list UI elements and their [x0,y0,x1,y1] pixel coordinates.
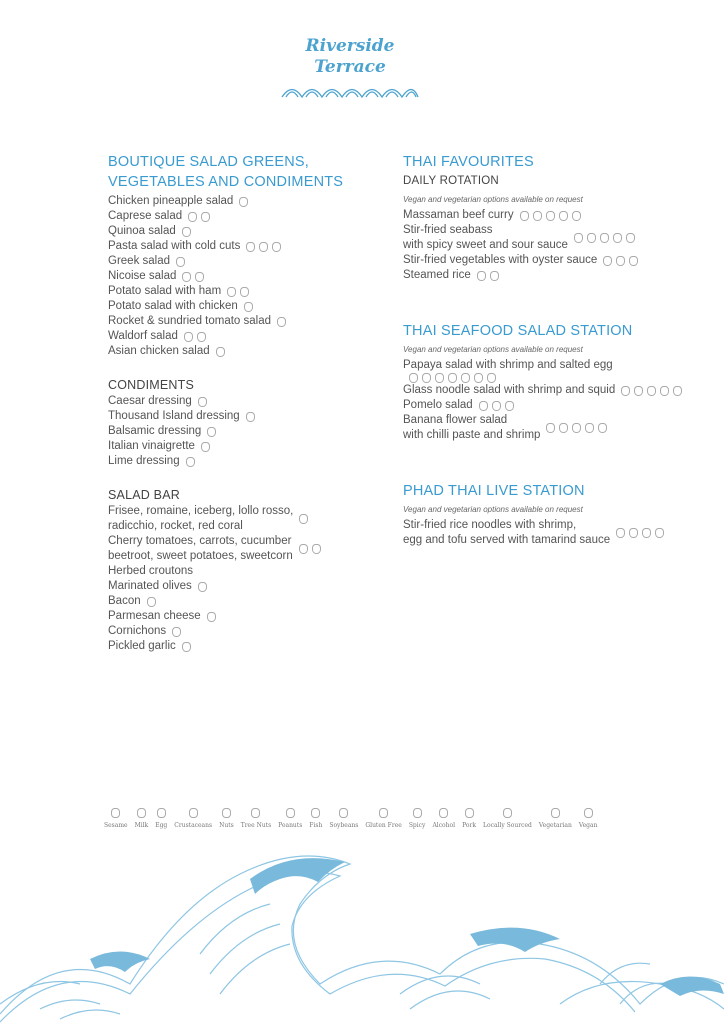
wave-emblem-icon [280,80,420,98]
allergen-icons [299,514,308,524]
menu-item [108,454,378,469]
crustaceans-icon [574,233,583,243]
pork-icon [147,597,156,607]
milk-icon [188,212,197,222]
menu-item [403,398,693,413]
allergen-icons [207,612,216,622]
pork-icon [240,287,249,297]
brand-logo [270,36,430,98]
options-note: Vegan and vegetarian options available on request [403,345,583,354]
tree-nuts-icon [520,211,529,221]
locally-sourced-icon [503,808,512,818]
egg-icon [198,397,207,407]
section-title-condiments: CONDIMENTS [108,378,195,392]
menu-item [403,253,693,268]
menu-item-name: Nicoise salad [108,270,177,282]
legend-label: Vegan [578,822,598,829]
menu-item-name: Bacon [108,595,141,607]
menu-item-name: Potato salad with ham [108,285,222,297]
gluten-free-icon [477,271,486,281]
legend-label: Alcohol [432,822,456,829]
menu-item-name: Pickled garlic [108,640,176,652]
allergen-icons [246,412,255,422]
vegan-icon [299,514,308,524]
section-title-salads: BOUTIQUE SALAD GREENS, [108,154,309,170]
menu-item [108,269,378,284]
menu-item-name: Stir-fried vegetables with oyster sauce [403,254,598,266]
allergen-icons [198,397,207,407]
menu-item-name: Caprese salad [108,210,183,222]
menu-item [108,209,378,224]
spacer [108,469,378,486]
wave-illustration-icon [0,834,724,1024]
menu-item [108,594,378,609]
crustaceans-icon [629,528,638,538]
allergen-icons [188,212,210,222]
tree-nuts-icon [492,401,501,411]
crustaceans-icon [189,808,198,818]
allergen-icons [616,528,664,538]
locally-sourced-icon [505,401,514,411]
menu-item-name: Massaman beef curry [403,209,514,221]
legend-label: Crustaceans [174,822,213,829]
allergen-icons [479,401,514,411]
allergen-icons [216,347,225,357]
legend-label: Locally Sourced [482,822,532,829]
vegan-icon [201,442,210,452]
crustaceans-icon [603,256,612,266]
legend-item [483,808,532,829]
tree-nuts-icon [197,332,206,342]
menu-item [403,268,693,283]
allergen-icons [277,317,286,327]
menu-item-name: Parmesan cheese [108,610,201,622]
legend-label: Egg [155,822,168,829]
soybeans-icon [616,256,625,266]
vegan-icon [172,627,181,637]
allergen-icons [186,457,195,467]
spicy-icon [585,423,594,433]
menu-item-name: Lime dressing [108,455,180,467]
menu-item-name: Stir-fried seabass with spicy sweet and sour sauce [403,224,568,251]
vegan-icon [182,642,191,652]
allergen-icons [172,627,181,637]
tree-nuts-icon [251,808,260,818]
milk-icon [246,242,255,252]
vegan-icon [277,317,286,327]
spicy-icon [613,233,622,243]
right-column [403,152,693,548]
allergen-legend [104,808,597,829]
pork-icon [465,808,474,818]
spacer [403,283,693,321]
vegetarian-icon [551,808,560,818]
legend-item [432,808,455,829]
menu-item-name: Steamed rice [403,269,471,281]
crustaceans-icon [559,423,568,433]
sesame-icon [216,347,225,357]
menu-item-name: Stir-fried rice noodles with shrimp, egg and tofu served with tamarind sauce [403,519,611,546]
legend-item [462,808,476,829]
legend-label: Milk [134,822,149,829]
menu-item [403,518,693,548]
legend-item [155,808,167,829]
legend-item [241,808,271,829]
egg-icon [157,808,166,818]
menu-item [108,534,378,564]
menu-item-name: Glass noodle salad with shrimp and squid [403,384,616,396]
allergen-icons [546,423,607,433]
section-title-thai-seafood: THAI SEAFOOD SALAD STATION [403,323,633,339]
left-column [108,152,378,654]
allergen-icons [184,332,206,342]
legend-label: Soybeans [329,822,359,829]
menu-item-name: Papaya salad with shrimp and salted egg [403,359,613,371]
locally-sourced-icon [598,423,607,433]
egg-icon [227,287,236,297]
menu-item-name: Cornichons [108,625,167,637]
egg-icon [182,272,191,282]
menu-item-name: Waldorf salad [108,330,178,342]
menu-item [108,254,378,269]
soybeans-icon [600,233,609,243]
brand-name-line1: Riverside [305,36,395,56]
legend-label: Pork [462,822,476,829]
vegan-icon [207,427,216,437]
fish-icon [546,211,555,221]
tree-nuts-icon [572,423,581,433]
allergen-icons [227,287,249,297]
nuts-icon [222,808,231,818]
gluten-free-icon [461,373,470,383]
menu-item-name: Marinated olives [108,580,192,592]
legend-item [409,808,426,829]
locally-sourced-icon [572,211,581,221]
locally-sourced-icon [629,256,638,266]
menu-item [108,314,378,329]
menu-item [108,439,378,454]
tree-nuts-icon [201,212,210,222]
allergen-icons [246,242,281,252]
menu-item [108,329,378,344]
locally-sourced-icon [673,386,682,396]
menu-item-name: Balsamic dressing [108,425,202,437]
locally-sourced-icon [655,528,664,538]
crustaceans-icon [422,373,431,383]
allergen-icons [182,272,204,282]
legend-label: Spicy [408,822,426,829]
menu-item [108,564,378,579]
menu-item-name: Asian chicken salad [108,345,210,357]
legend-label: Tree Nuts [240,822,272,829]
menu-item [108,299,378,314]
menu-item-name: Greek salad [108,255,171,267]
egg-icon [244,302,253,312]
menu-item [403,358,693,383]
gluten-free-icon [647,386,656,396]
menu-item-name: Frisee, romaine, iceberg, lollo rosso, radicchio, rocket, red coral [108,505,294,532]
menu-item-name: Cherry tomatoes, carrots, cucumber beetroot, sweet potatoes, sweetcorn [108,535,293,562]
menu-item [108,224,378,239]
egg-icon [184,332,193,342]
menu-item [108,284,378,299]
egg-icon [546,423,555,433]
spicy-icon [474,373,483,383]
menu-item [108,609,378,624]
milk-icon [137,808,146,818]
locally-sourced-icon [490,271,499,281]
legend-label: Sesame [104,822,128,829]
fish-icon [587,233,596,243]
allergen-icons [201,442,210,452]
section-title-salads: VEGETABLES AND CONDIMENTS [108,174,344,190]
allergen-icons [176,257,185,267]
egg-icon [259,242,268,252]
section-subtitle-daily-rotation: DAILY ROTATION [403,175,499,187]
egg-icon [239,197,248,207]
menu-item-name: Italian vinaigrette [108,440,195,452]
egg-icon [246,412,255,422]
section-title-thai-favourites: THAI FAVOURITES [403,154,534,170]
menu-item [108,579,378,594]
legend-item [135,808,149,829]
brand-name-line2: Terrace [314,57,386,77]
soybeans-icon [339,808,348,818]
allergen-icons [409,373,496,383]
options-note: Vegan and vegetarian options available on request [403,195,583,204]
spicy-icon [413,808,422,818]
peanuts-icon [286,808,295,818]
legend-item [365,808,401,829]
legend-label: Peanuts [278,822,303,829]
section-title-phad-thai: PHAD THAI LIVE STATION [403,483,585,499]
locally-sourced-icon [299,544,308,554]
menu-item-name: Potato salad with chicken [108,300,238,312]
allergen-icons [574,233,635,243]
fish-icon [311,808,320,818]
menu-item-name: Quinoa salad [108,225,176,237]
milk-icon [207,612,216,622]
allergen-icons [198,582,207,592]
menu-item-name: Thousand Island dressing [108,410,240,422]
crustaceans-icon [621,386,630,396]
gluten-free-icon [379,808,388,818]
menu-item [403,413,693,443]
egg-icon [616,528,625,538]
fish-icon [634,386,643,396]
menu-item [108,624,378,639]
menu-item [403,208,693,223]
allergen-icons [239,197,248,207]
legend-item [329,808,358,829]
legend-item [579,808,598,829]
egg-icon [409,373,418,383]
milk-icon [176,257,185,267]
peanuts-icon [533,211,542,221]
legend-label: Nuts [219,822,234,829]
allergen-icons [147,597,156,607]
legend-label: Gluten Free [365,822,402,829]
allergen-icons [182,642,191,652]
menu-item-name: Herbed croutons [108,565,194,577]
legend-item [219,808,234,829]
menu-item [108,344,378,359]
menu-item-name: Chicken pineapple salad [108,195,234,207]
locally-sourced-icon [487,373,496,383]
legend-label: Vegetarian [538,822,572,829]
allergen-icons [520,211,581,221]
allergen-icons [299,544,321,554]
menu-item-name: Caesar dressing [108,395,192,407]
alcohol-icon [439,808,448,818]
allergen-icons [603,256,638,266]
pork-icon [272,242,281,252]
crustaceans-icon [479,401,488,411]
legend-item [539,808,572,829]
peanuts-icon [435,373,444,383]
menu-item [403,383,693,398]
spacer [108,359,378,376]
locally-sourced-icon [626,233,635,243]
legend-item [278,808,302,829]
allergen-icons [621,386,682,396]
menu-item [108,239,378,254]
menu-item [108,409,378,424]
allergen-icons [244,302,253,312]
spicy-icon [660,386,669,396]
menu-item-name: Rocket & sundried tomato salad [108,315,272,327]
vegan-icon [198,582,207,592]
menu-item [108,194,378,209]
sesame-icon [111,808,120,818]
allergen-icons [207,427,216,437]
legend-item [104,808,128,829]
vegan-icon [584,808,593,818]
legend-item [309,808,322,829]
menu-item-name: Pomelo salad [403,399,473,411]
legend-label: Fish [309,822,323,829]
vegan-icon [186,457,195,467]
allergen-icons [477,271,499,281]
menu-item [403,223,693,253]
legend-item [174,808,212,829]
fish-icon [448,373,457,383]
menu-item [108,424,378,439]
peanuts-icon [642,528,651,538]
section-title-salad-bar: SALAD BAR [108,488,180,502]
menu-item [108,639,378,654]
menu-item-name: Pasta salad with cold cuts [108,240,241,252]
vegan-icon [312,544,321,554]
options-note: Vegan and vegetarian options available on request [403,505,583,514]
allergen-icons [182,227,191,237]
soybeans-icon [559,211,568,221]
menu-item [108,504,378,534]
menu-item-name: Banana flower salad with chilli paste and shrimp [403,414,541,441]
vegan-icon [182,227,191,237]
fish-icon [195,272,204,282]
menu-item [108,394,378,409]
spacer [403,443,693,481]
